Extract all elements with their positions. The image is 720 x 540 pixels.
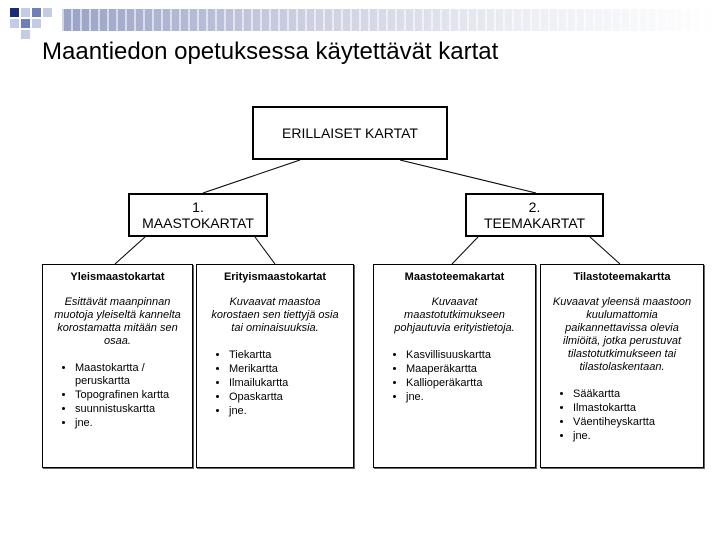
leaf-title: Erityismaastokartat xyxy=(223,271,327,283)
list-item: • Maastokartta / peruskartta xyxy=(75,362,184,388)
leaf-list xyxy=(205,349,345,418)
leaf-description: Kuvaavat yleensä maastoon kuulumattomia paikannettavissa olevia ilmiöitä, jotka perustuvat tilastotutkimukseen tai tilastolaskentaan. xyxy=(552,296,692,373)
leaf-description: Esittävät maanpinnan muotoja yleiseltä kannelta korostamatta mitään sen osaa. xyxy=(54,296,181,347)
list-item: • Tiekartta xyxy=(229,349,345,362)
list-item: • Sääkartta xyxy=(573,388,695,401)
slide-title: Maantiedon opetuksessa käytettävät kartat xyxy=(42,38,499,65)
leaf-erityismaastokartat xyxy=(196,264,354,468)
leaf-title: Yleismaastokartat xyxy=(70,271,165,283)
branch-node-teemakartat xyxy=(465,193,604,237)
connector-root-maastokartat xyxy=(203,160,300,193)
branch-label: MAASTOKARTAT xyxy=(142,215,254,231)
root-node xyxy=(252,106,448,160)
connector-maasto-col1 xyxy=(115,237,145,264)
list-item: • jne. xyxy=(406,391,527,404)
list-item: • Opaskartta xyxy=(229,391,345,404)
leaf-description: Kuvaavat maastotutkimukseen pohjautuvia erityistietoja. xyxy=(394,296,515,334)
leaf-tilastoteemakartta xyxy=(540,264,704,468)
root-node-label: ERILLAISET KARTAT xyxy=(282,125,418,141)
leaf-maastoteemakartat xyxy=(373,264,536,468)
list-item: • Topografinen kartta xyxy=(75,389,184,402)
list-item: • suunnistuskartta xyxy=(75,403,184,416)
list-item: • jne. xyxy=(573,430,695,443)
list-item: • Ilmailukartta xyxy=(229,377,345,390)
connector-teema-col4 xyxy=(590,237,620,264)
connector-maasto-col2 xyxy=(255,237,275,264)
leaf-title: Tilastoteemakartta xyxy=(573,271,671,283)
list-item: • jne. xyxy=(75,417,184,430)
list-item: • Kasvillisuuskartta xyxy=(406,349,527,362)
branch-node-maastokartat xyxy=(128,193,268,237)
leaf-list xyxy=(51,362,184,430)
list-item: • Merikartta xyxy=(229,363,345,376)
leaf-list xyxy=(382,349,527,404)
list-item: • Väentiheyskartta xyxy=(573,416,695,429)
leaf-yleismaastokartat xyxy=(42,264,193,468)
list-item: • Maaperäkartta xyxy=(406,363,527,376)
leaf-list xyxy=(549,388,695,443)
list-item: • Ilmastokartta xyxy=(573,402,695,415)
connector-root-teemakartat xyxy=(400,160,536,193)
leaf-description: Kuvaavat maastoa korostaen sen tiettyjä osia tai ominaisuuksia. xyxy=(211,296,339,334)
branch-number: 1. xyxy=(192,199,204,215)
connector-teema-col3 xyxy=(452,237,478,264)
branch-number: 2. xyxy=(528,199,541,215)
leaf-title: Maastoteemakartat xyxy=(404,271,505,283)
list-item: • Kallioperäkartta xyxy=(406,377,527,390)
branch-label: TEEMAKARTAT xyxy=(483,215,586,231)
list-item: • jne. xyxy=(229,405,345,418)
